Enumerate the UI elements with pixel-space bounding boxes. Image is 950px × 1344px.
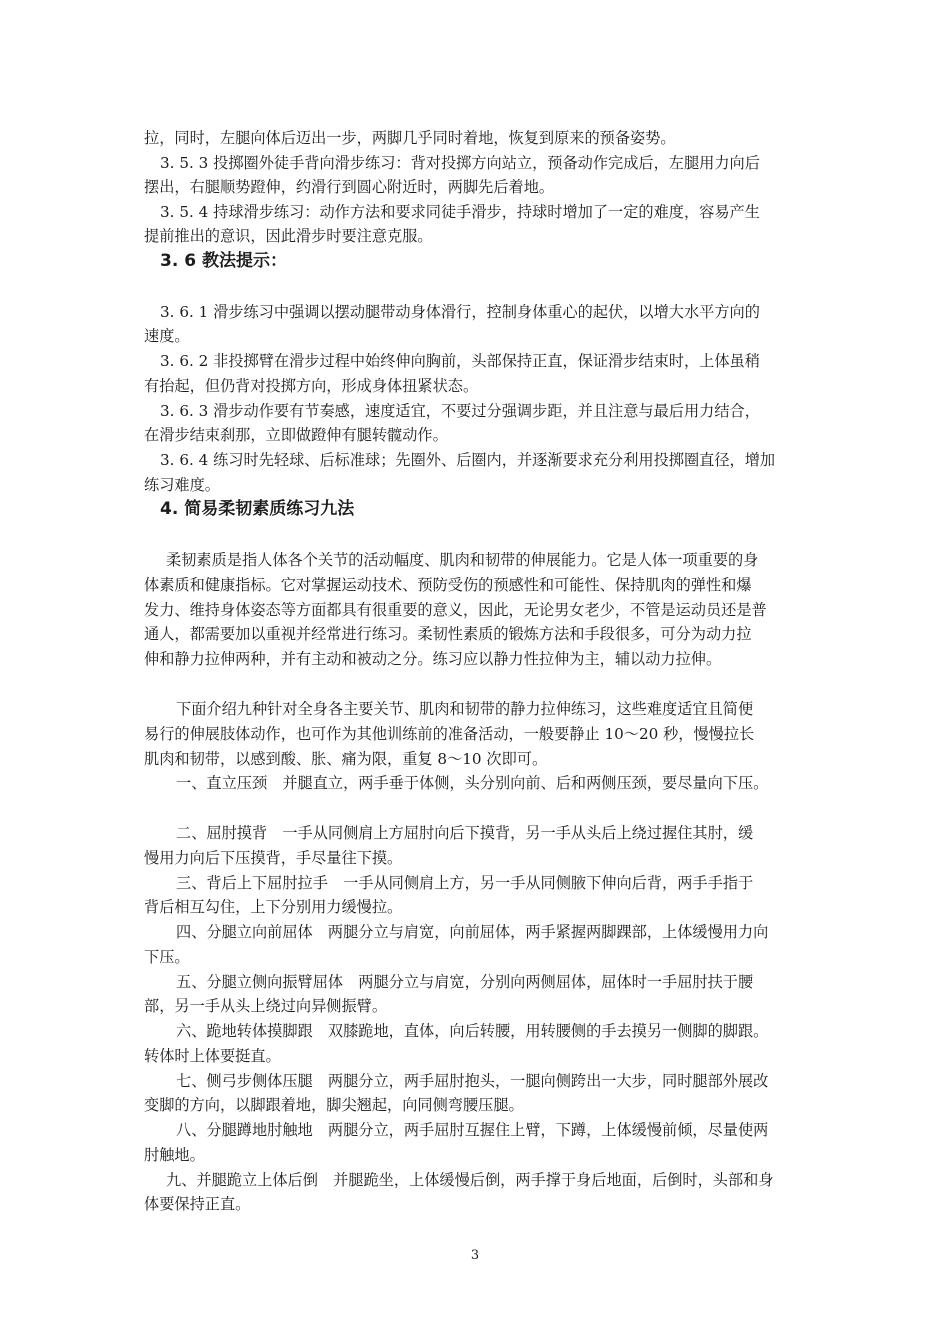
paragraph-line: 有抬起，但仍背对投掷方向，形成身体扭紧状态。 <box>144 377 479 395</box>
paragraph-line: 摆出，右腿顺势蹬伸，约滑行到圆心附近时，两脚先后着地。 <box>144 178 555 196</box>
paragraph-line: 通人，都需要加以重视并经常进行练习。柔韧性素质的锻炼方法和手段很多，可分为动力拉 <box>144 625 752 643</box>
paragraph-line: 3. 5. 3 投掷圈外徒手背向滑步练习：背对投掷方向站立，预备动作完成后，左腿用力向后 <box>160 154 760 172</box>
paragraph-line: 练习难度。 <box>144 476 220 494</box>
section-heading: 4. 简易柔韧素质练习九法 <box>160 499 355 519</box>
paragraph-line: 3. 6. 1 滑步练习中强调以摆动腿带动身体滑行，控制身体重心的起伏，以增大水平方向的 <box>160 303 760 321</box>
paragraph-line: 肘触地。 <box>144 1146 205 1164</box>
paragraph-line: 一、直立压颈 并腿直立，两手垂于体侧，头分别向前、后和两侧压颈，要尽量向下压。 <box>176 774 769 792</box>
paragraph-line: 七、侧弓步侧体压腿 两腿分立，两手屈肘抱头，一腿向侧跨出一大步，同时腿部外展改 <box>176 1072 769 1090</box>
paragraph-line: 在滑步结束刹那，立即做蹬伸有腿转髋动作。 <box>144 426 448 444</box>
paragraph-line: 下压。 <box>144 948 190 966</box>
paragraph-line: 柔韧素质是指人体各个关节的活动幅度、肌肉和韧带的伸展能力。它是人体一项重要的身 <box>166 551 759 569</box>
paragraph-line: 提前推出的意识，因此滑步时要注意克服。 <box>144 227 433 245</box>
paragraph-line: 四、分腿立向前屈体 两腿分立与肩宽，向前屈体，两手紧握两脚踝部，上体缓慢用力向 <box>176 923 769 941</box>
paragraph-line: 3. 5. 4 持球滑步练习：动作方法和要求同徒手滑步，持球时增加了一定的难度，容易产生 <box>160 203 760 221</box>
paragraph-line: 六、跪地转体摸脚跟 双膝跪地，直体，向后转腰，用转腰侧的手去摸另一侧脚的脚跟。 <box>176 1022 769 1040</box>
paragraph-line: 三、背后上下屈肘拉手 一手从同侧肩上方，另一手从同侧腋下伸向后背，两手手指于 <box>176 874 754 892</box>
paragraph-line: 肌肉和韧带，以感到酸、胀、痛为限，重复 8～10 次即可。 <box>144 750 548 768</box>
paragraph-line: 下面介绍九种针对全身各主要关节、肌肉和韧带的静力拉伸练习，这些难度适宜且简便 <box>176 700 754 718</box>
paragraph-line: 转体时上体要挺直。 <box>144 1047 281 1065</box>
paragraph-line: 慢用力向后下压摸背，手尽量往下摸。 <box>144 849 403 867</box>
paragraph-line: 体素质和健康指标。它对掌握运动技术、预防受伤的预感性和可能性、保持肌肉的弹性和爆 <box>144 576 752 594</box>
paragraph-line: 易行的伸展肢体动作，也可作为其他训练前的准备活动，一般要静止 10～20 秒，慢慢拉长 <box>144 725 755 743</box>
paragraph-line: 速度。 <box>144 327 190 345</box>
paragraph-line: 九、并腿跪立上体后倒 并腿跪坐，上体缓慢后倒，两手撑于身后地面，后倒时，头部和身 <box>166 1171 774 1189</box>
paragraph-line: 背后相互勾住，上下分别用力缓慢拉。 <box>144 898 403 916</box>
paragraph-line: 3. 6. 4 练习时先轻球、后标准球；先圈外、后圈内，并逐渐要求充分利用投掷圈直径，增加 <box>160 451 776 469</box>
paragraph-line: 伸和静力拉伸两种，并有主动和被动之分。练习应以静力性拉伸为主，辅以动力拉伸。 <box>144 650 722 668</box>
paragraph-line: 3. 6. 2 非投掷臂在滑步过程中始终伸向胸前，头部保持正直，保证滑步结束时，上体虽稍 <box>160 352 760 370</box>
page-number: 3 <box>470 1248 480 1263</box>
paragraph-line: 变脚的方向，以脚跟着地，脚尖翘起，向同侧弯腰压腿。 <box>144 1096 524 1114</box>
paragraph-line: 二、屈肘摸背 一手从同侧肩上方屈肘向后下摸背，另一手从头后上绕过握住其肘，缓 <box>176 824 754 842</box>
paragraph-line: 体要保持正直。 <box>144 1195 251 1213</box>
paragraph-line: 部，另一手从头上绕过向异侧振臂。 <box>144 997 387 1015</box>
paragraph-line: 五、分腿立侧向振臂屈体 两腿分立与肩宽，分别向两侧屈体，屈体时一手屈肘扶于腰 <box>176 973 754 991</box>
paragraph-line: 拉，同时，左腿向体后迈出一步，两脚几乎同时着地，恢复到原来的预备姿势。 <box>144 129 676 147</box>
paragraph-line: 八、分腿蹲地肘触地 两腿分立，两手屈肘互握住上臂，下蹲，上体缓慢前倾，尽量使两 <box>176 1121 769 1139</box>
paragraph-line: 发力、维持身体姿态等方面都具有很重要的意义，因此，无论男女老少，不管是运动员还是普 <box>144 601 767 619</box>
paragraph-line: 3. 6. 3 滑步动作要有节奏感，速度适宜，不要过分强调步距，并且注意与最后用力结合， <box>160 402 760 420</box>
section-heading: 3. 6 教法提示： <box>160 251 287 271</box>
